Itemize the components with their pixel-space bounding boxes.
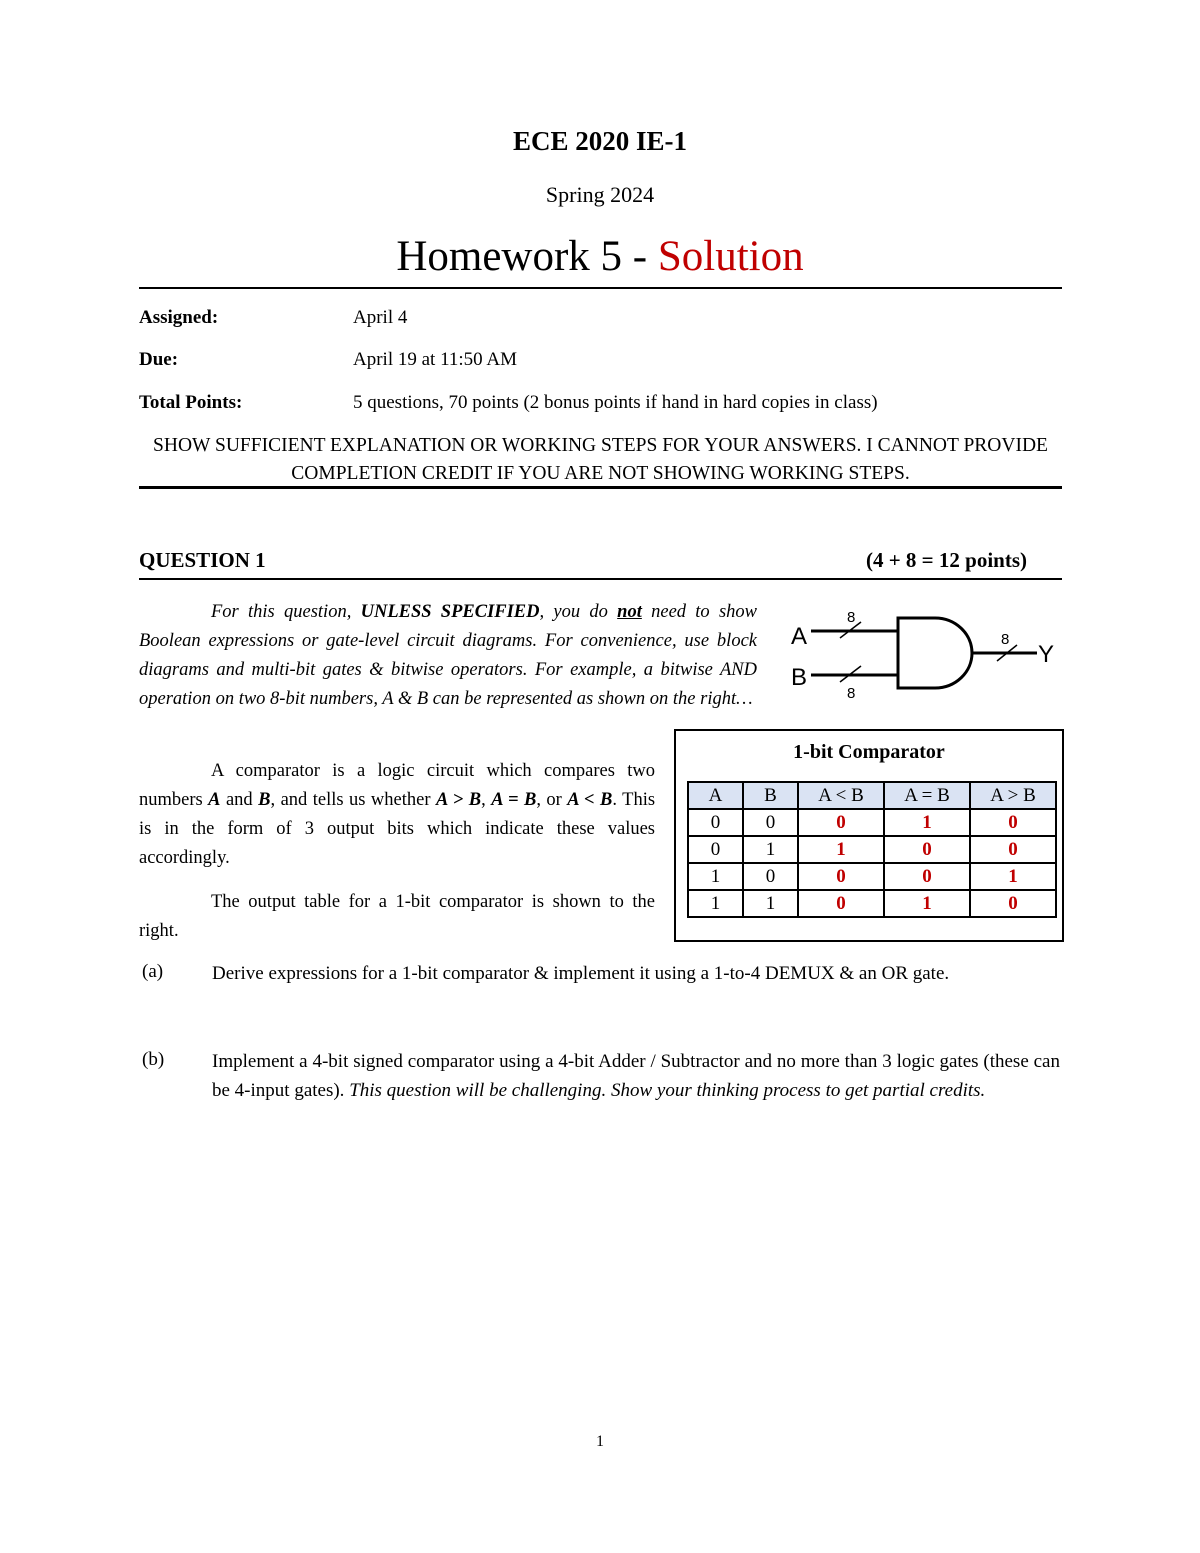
- table-cell: 0: [688, 809, 743, 836]
- table-header-row: [688, 782, 1056, 809]
- and-gate-diagram: [785, 600, 1075, 705]
- table-cell: 0: [884, 836, 970, 863]
- and-gate-symbol: [898, 618, 972, 688]
- part-b-text: Implement a 4-bit signed comparator using a 4-bit Adder / Subtractor and no more than 3 logic gates (these can be 4-input gates). This question will be challenging. Show your thinking process to get partial credits.: [212, 1051, 1060, 1101]
- page-number: 1: [596, 1433, 604, 1450]
- part-b-note: This question will be challenging. Show your thinking process to get partial credits.: [349, 1080, 986, 1101]
- assigned-label: Assigned:: [139, 307, 219, 328]
- table-cell: 1: [884, 890, 970, 917]
- table-header: B: [743, 782, 798, 809]
- table-cell: 1: [688, 863, 743, 890]
- table-cell: 0: [798, 809, 884, 836]
- assigned-value: April 4: [353, 307, 408, 328]
- table-header: A: [688, 782, 743, 809]
- page-title: [0, 232, 1200, 281]
- table-cell: 0: [688, 836, 743, 863]
- table-cell: 1: [970, 863, 1056, 890]
- table-cell: 1: [743, 836, 798, 863]
- table-row: [688, 890, 1056, 917]
- table-cell: 0: [884, 863, 970, 890]
- total-points-value: 5 questions, 70 points (2 bonus points if hand in hard copies in class): [353, 392, 878, 413]
- table-header: A < B: [798, 782, 884, 809]
- title-highlight: Solution: [657, 233, 804, 280]
- table-description: The output table for a 1-bit comparator is shown to the right.: [139, 892, 655, 941]
- table-cell: 0: [970, 836, 1056, 863]
- part-a-label: (a): [142, 961, 164, 982]
- comparator-table: [687, 781, 1057, 918]
- due-value: April 19 at 11:50 AM: [353, 349, 517, 370]
- term: Spring 2024: [545, 182, 655, 207]
- table-cell: 0: [798, 890, 884, 917]
- table-cell: 1: [743, 890, 798, 917]
- part-b-label: (b): [142, 1049, 165, 1070]
- table-cell: 0: [970, 890, 1056, 917]
- course-title: ECE 2020 IE-1: [512, 126, 688, 156]
- comparator-table-box: [674, 729, 1064, 942]
- diagram-output-y: Y: [1038, 641, 1055, 668]
- width-label-b: 8: [847, 685, 856, 702]
- table-cell: 0: [743, 863, 798, 890]
- diagram-input-a: A: [791, 623, 808, 650]
- table-caption: 1-bit Comparator: [793, 741, 945, 763]
- table-cell: 0: [743, 809, 798, 836]
- table-cell: 1: [798, 836, 884, 863]
- width-label-y: 8: [1001, 631, 1010, 648]
- width-label-a: 8: [847, 609, 856, 626]
- question-title: QUESTION 1: [139, 548, 266, 572]
- question-intro: For this question, UNLESS SPECIFIED, you do not need to show Boolean expressions or gate-level circuit diagrams. For convenience, use block diagrams and multi-bit gates & bitwise operators. For example, a bitwise AND operation on two 8-bit numbers, A & B can be represented as shown on the right…: [139, 602, 757, 709]
- emphasis-not: not: [617, 602, 642, 622]
- emphasis-unless: UNLESS SPECIFIED: [360, 602, 540, 622]
- table-cell: 1: [688, 890, 743, 917]
- diagram-input-b: B: [791, 664, 808, 691]
- notice: SHOW SUFFICIENT EXPLANATION OR WORKING STEPS FOR YOUR ANSWERS. I CANNOT PROVIDE COMPLETION CREDIT IF YOU ARE NOT SHOWING WORKING STEPS.: [153, 435, 1048, 484]
- table-cell: 1: [884, 809, 970, 836]
- comparator-description: A comparator is a logic circuit which compares two numbers A and B, and tells us whether A > B, A = B, or A < B. This is in the form of 3 output bits which indicate these values accordingly.: [139, 761, 656, 868]
- question-divider: [139, 578, 1062, 580]
- table-cell: 0: [970, 809, 1056, 836]
- total-points-label: Total Points:: [139, 392, 243, 413]
- header-divider: [139, 287, 1062, 289]
- table-header: A > B: [970, 782, 1056, 809]
- table-row: [688, 809, 1056, 836]
- due-label: Due:: [139, 349, 179, 370]
- part-a-text: Derive expressions for a 1-bit comparator & implement it using a 1-to-4 DEMUX & an OR gate.: [212, 963, 950, 984]
- table-row: [688, 836, 1056, 863]
- title-main: Homework 5 -: [396, 233, 658, 280]
- table-row: [688, 863, 1056, 890]
- table-cell: 0: [798, 863, 884, 890]
- question-points: (4 + 8 = 12 points): [865, 548, 1027, 572]
- table-header: A = B: [884, 782, 970, 809]
- notice-divider: [139, 486, 1062, 489]
